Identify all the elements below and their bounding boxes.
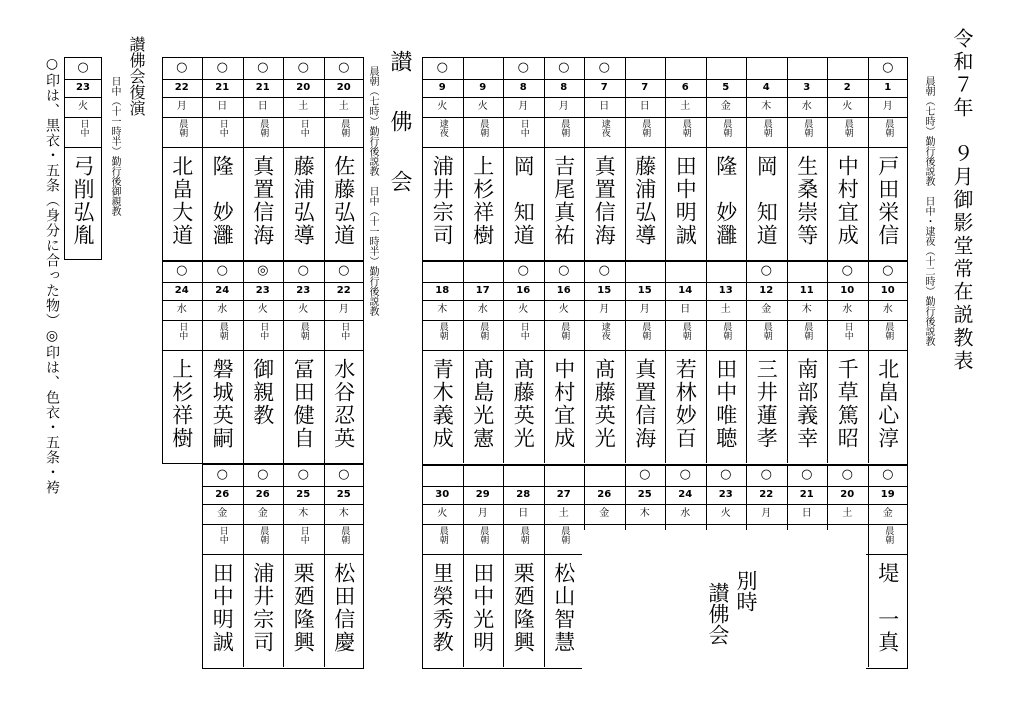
mark-symbol: ○ (760, 263, 772, 278)
day-number: 23 (76, 82, 90, 93)
session: 晨朝 (478, 322, 489, 340)
day-number: 25 (296, 489, 311, 500)
preacher-name: 三井蓮孝 (754, 358, 779, 450)
legend-note: ○印は、黒衣・五条（身分に合った物）◎印は、色衣・五条・袴 (44, 56, 60, 495)
session: 晨朝 (258, 526, 269, 544)
mark-symbol (665, 260, 706, 282)
day-number: 12 (759, 285, 774, 296)
session: 日中 (518, 322, 529, 340)
mark-symbol (625, 57, 666, 79)
session: 晨朝 (258, 119, 269, 137)
day-number: 8 (560, 82, 568, 93)
weekday: 木 (298, 508, 309, 519)
weekday: 火 (518, 304, 529, 315)
day-number: 22 (759, 489, 774, 500)
session: 晨朝 (437, 322, 448, 340)
preacher-name: 北畠大道 (169, 155, 194, 247)
preacher-name: 上杉祥樹 (470, 155, 495, 247)
preacher-name: 北畠心淳 (875, 358, 900, 450)
day-number: 30 (435, 489, 450, 500)
day-number: 7 (641, 82, 649, 93)
mark-symbol: ○ (558, 263, 570, 278)
day-number: 3 (803, 82, 811, 93)
preacher-name: 戸田栄信 (875, 155, 900, 247)
mark-symbol: ○ (558, 60, 570, 75)
session: 日中 (217, 526, 228, 544)
row-separator (422, 260, 908, 262)
session: 晨朝 (680, 119, 691, 137)
day-number: 26 (255, 489, 270, 500)
weekday: 日 (599, 101, 610, 112)
session: 日中 (298, 526, 309, 544)
mark-symbol (463, 464, 504, 486)
weekday: 金 (599, 508, 610, 519)
preacher-name: 松田信慶 (331, 562, 356, 654)
weekday: 日 (518, 508, 529, 519)
weekday: 月 (761, 508, 772, 519)
sanbutsu-label: 讃 佛 会 (387, 50, 412, 200)
preacher-name: 隆 妙灉 (210, 155, 235, 247)
weekday: 土 (338, 101, 349, 112)
day-number: 11 (799, 285, 814, 296)
weekday: 月 (176, 101, 187, 112)
page-subtitle: 晨朝（七時）勤行後説教 日中・逮夜（十二時）勤行後説教 (923, 76, 934, 346)
mark-symbol (706, 260, 747, 282)
weekday: 土 (298, 101, 309, 112)
day-number: 23 (255, 285, 270, 296)
day-number: 26 (597, 489, 612, 500)
mark-symbol (503, 464, 544, 486)
weekday: 金 (257, 508, 268, 519)
weekday: 月 (639, 304, 650, 315)
session: 日中 (339, 322, 350, 340)
preacher-name: 里榮秀教 (430, 562, 455, 654)
weekday: 木 (437, 304, 448, 315)
weekday: 日 (217, 101, 228, 112)
session: 晨朝 (478, 119, 489, 137)
day-number: 16 (556, 285, 571, 296)
mark-symbol: ○ (176, 263, 188, 278)
session: 日中 (518, 119, 529, 137)
day-number: 18 (435, 285, 450, 296)
day-number: 27 (556, 489, 571, 500)
preacher-name: 真置信海 (592, 155, 617, 247)
session: 晨朝 (177, 119, 188, 137)
session: 日中 (217, 119, 228, 137)
preacher-name: 田中明誠 (673, 155, 698, 247)
preacher-name: 栗廼隆興 (291, 562, 316, 654)
session: 日中 (78, 119, 89, 137)
weekday: 土 (680, 101, 691, 112)
day-number: 10 (880, 285, 895, 296)
preacher-name: 若林妙百 (673, 358, 698, 450)
weekday: 水 (680, 508, 691, 519)
mark-symbol (787, 57, 828, 79)
day-number: 20 (336, 82, 351, 93)
mark-symbol (665, 57, 706, 79)
day-number: 13 (718, 285, 733, 296)
weekday: 月 (477, 508, 488, 519)
preacher-name: 生桑崇等 (794, 155, 819, 247)
preacher-name: 御親教 (250, 358, 275, 427)
weekday: 木 (761, 101, 772, 112)
weekday: 水 (477, 304, 488, 315)
mark-symbol (463, 57, 504, 79)
day-number: 17 (475, 285, 490, 296)
preacher-name: 堤 一真 (875, 562, 900, 654)
day-number: 4 (762, 82, 770, 93)
preacher-name: 真置信海 (250, 155, 275, 247)
weekday: 金 (217, 508, 228, 519)
session: 晨朝 (721, 322, 732, 340)
mark-symbol (544, 464, 585, 486)
session: 晨朝 (437, 526, 448, 544)
weekday: 火 (558, 304, 569, 315)
mark-symbol (625, 260, 666, 282)
row-separator (422, 464, 908, 466)
mark-symbol (422, 464, 463, 486)
weekday: 日 (639, 101, 650, 112)
session: 逮夜 (599, 322, 610, 340)
session: 晨朝 (883, 322, 894, 340)
day-number: 24 (215, 285, 230, 296)
mark-symbol (422, 260, 463, 282)
mark-symbol: ○ (598, 60, 610, 75)
weekday: 日 (257, 101, 268, 112)
session: 晨朝 (680, 322, 691, 340)
day-number: 20 (840, 489, 855, 500)
session: 晨朝 (518, 526, 529, 544)
mark-symbol: ○ (176, 60, 188, 75)
session: 晨朝 (883, 526, 894, 544)
day-number: 15 (597, 285, 612, 296)
mark-symbol (746, 57, 787, 79)
preacher-name: 水谷忍英 (331, 358, 356, 450)
preacher-name: 田中明誠 (210, 562, 235, 654)
mark-symbol (706, 57, 747, 79)
weekday: 火 (78, 101, 88, 112)
mark-symbol: ○ (882, 60, 894, 75)
day-number: 15 (637, 285, 652, 296)
fukuen-subtitle: 日中（十一時半）勤行後御親教 (109, 76, 120, 216)
day-number: 22 (336, 285, 351, 296)
session: 晨朝 (339, 119, 350, 137)
weekday: 火 (298, 304, 309, 315)
preacher-name: 千草篤昭 (835, 358, 860, 450)
mark-symbol (584, 464, 625, 486)
preacher-name: 田中唯聴 (713, 358, 738, 450)
day-number: 19 (880, 489, 895, 500)
mark-symbol: ◎ (257, 263, 269, 278)
preacher-name: 髙藤英光 (592, 358, 617, 450)
session: 晨朝 (802, 119, 813, 137)
day-number: 25 (637, 489, 652, 500)
weekday: 木 (639, 508, 650, 519)
preacher-name: 藤浦弘導 (291, 155, 316, 247)
mark-symbol: ○ (760, 467, 772, 482)
mark-symbol (463, 260, 504, 282)
session: 晨朝 (559, 119, 570, 137)
mark-symbol: ○ (338, 467, 350, 482)
preacher-name: 田中光明 (470, 562, 495, 654)
sanbutsu-frame-bottom (202, 464, 364, 669)
weekday: 土 (842, 508, 853, 519)
mark-symbol: ○ (679, 467, 691, 482)
weekday: 水 (801, 101, 812, 112)
preacher-name: 上杉祥樹 (169, 358, 194, 450)
fukuen-label: 讃佛会復演 (127, 36, 146, 116)
weekday: 月 (518, 101, 529, 112)
weekday: 水 (882, 304, 893, 315)
mark-symbol (827, 57, 868, 79)
mark-symbol: ○ (338, 60, 350, 75)
weekday: 木 (338, 508, 349, 519)
mark-symbol: ○ (517, 263, 529, 278)
weekday: 月 (882, 101, 893, 112)
preacher-name: 中村宜成 (835, 155, 860, 247)
session: 晨朝 (842, 119, 853, 137)
session: 晨朝 (761, 119, 772, 137)
day-number: 7 (600, 82, 608, 93)
day-number: 16 (516, 285, 531, 296)
preacher-name: 佐藤弘道 (331, 155, 356, 247)
mark-symbol: ○ (639, 467, 651, 482)
session: 晨朝 (883, 119, 894, 137)
session: 日中 (842, 322, 853, 340)
preacher-name: 隆 妙灉 (713, 155, 738, 247)
day-number: 25 (336, 489, 351, 500)
weekday: 土 (720, 304, 731, 315)
day-number: 24 (174, 285, 189, 296)
special-block (582, 530, 866, 669)
day-number: 21 (255, 82, 270, 93)
weekday: 日 (801, 508, 812, 519)
mark-symbol: ○ (297, 60, 309, 75)
session: 日中 (177, 322, 188, 340)
session: 逮夜 (599, 119, 610, 137)
session: 晨朝 (802, 322, 813, 340)
weekday: 火 (437, 508, 448, 519)
session: 晨朝 (478, 526, 489, 544)
preacher-name: 岡 知道 (754, 155, 779, 247)
weekday: 火 (257, 304, 268, 315)
weekday: 金 (882, 508, 893, 519)
preacher-name: 浦井宗司 (250, 562, 275, 654)
mark-symbol: ○ (257, 467, 269, 482)
mark-symbol: ○ (720, 467, 732, 482)
day-number: 14 (678, 285, 693, 296)
weekday: 木 (801, 304, 812, 315)
preacher-name: 真置信海 (632, 358, 657, 450)
session: 晨朝 (721, 119, 732, 137)
day-number: 29 (475, 489, 490, 500)
sanbutsu-subtitle: 晨朝（七時）勤行後説教 日中（十一時半）勤行後説教 (367, 66, 378, 316)
session: 晨朝 (559, 322, 570, 340)
weekday: 金 (761, 304, 772, 315)
weekday: 火 (842, 101, 853, 112)
special-block-line2: 讃佛会 (706, 582, 730, 645)
session: 晨朝 (559, 526, 570, 544)
day-number: 23 (296, 285, 311, 296)
weekday: 月 (558, 101, 569, 112)
fukuen-frame (64, 57, 102, 260)
mark-symbol: ○ (216, 60, 228, 75)
weekday: 火 (477, 101, 488, 112)
mark-symbol: ○ (598, 263, 610, 278)
weekday: 月 (599, 304, 610, 315)
preacher-name: 髙藤英光 (511, 358, 536, 450)
mark-symbol: ○ (517, 60, 529, 75)
mark-symbol: ○ (841, 263, 853, 278)
day-number: 1 (884, 82, 892, 93)
preacher-name: 松山智慧 (551, 562, 576, 654)
day-number: 10 (840, 285, 855, 296)
mark-symbol: ○ (77, 60, 89, 75)
day-number: 20 (296, 82, 311, 93)
mark-symbol: ○ (436, 60, 448, 75)
day-number: 2 (843, 82, 851, 93)
preacher-name: 磐城英嗣 (210, 358, 235, 450)
mark-symbol: ○ (216, 263, 228, 278)
session: 晨朝 (298, 322, 309, 340)
day-number: 24 (678, 489, 693, 500)
day-number: 21 (215, 82, 230, 93)
preacher-name: 吉尾真祐 (551, 155, 576, 247)
day-number: 26 (215, 489, 230, 500)
mark-symbol: ○ (841, 467, 853, 482)
day-number: 9 (479, 82, 487, 93)
weekday: 水 (176, 304, 187, 315)
mark-symbol: ○ (882, 263, 894, 278)
session: 晨朝 (217, 322, 228, 340)
mark-symbol: ○ (801, 467, 813, 482)
preacher-name: 栗廼隆興 (511, 562, 536, 654)
weekday: 火 (720, 508, 731, 519)
preacher-name: 髙島光憲 (470, 358, 495, 450)
preacher-name: 岡 知道 (511, 155, 536, 247)
session: 晨朝 (761, 322, 772, 340)
mark-symbol: ○ (338, 263, 350, 278)
mark-symbol: ○ (216, 467, 228, 482)
weekday: 水 (217, 304, 228, 315)
weekday: 金 (720, 101, 731, 112)
special-block-line1: 別時 (734, 570, 758, 612)
mark-symbol: ○ (882, 467, 894, 482)
day-number: 28 (516, 489, 531, 500)
weekday: 日 (680, 304, 691, 315)
day-number: 9 (438, 82, 446, 93)
mark-symbol: ○ (297, 263, 309, 278)
session: 逮夜 (437, 119, 448, 137)
session: 晨朝 (640, 119, 651, 137)
session: 晨朝 (339, 526, 350, 544)
weekday: 火 (437, 101, 448, 112)
mark-symbol (787, 260, 828, 282)
session: 日中 (258, 322, 269, 340)
session: 晨朝 (640, 322, 651, 340)
day-number: 6 (681, 82, 689, 93)
weekday: 月 (338, 304, 349, 315)
day-number: 8 (519, 82, 527, 93)
preacher-name: 青木義成 (430, 358, 455, 450)
day-number: 23 (718, 489, 733, 500)
mark-symbol: ○ (297, 467, 309, 482)
mark-symbol: ○ (257, 60, 269, 75)
preacher-name: 弓削弘胤 (71, 155, 95, 247)
preacher-name: 浦井宗司 (430, 155, 455, 247)
preacher-name: 中村宜成 (551, 358, 576, 450)
preacher-name: 南部義幸 (794, 358, 819, 450)
day-number: 5 (722, 82, 730, 93)
weekday: 土 (558, 508, 569, 519)
session: 日中 (298, 119, 309, 137)
preacher-name: 藤浦弘導 (632, 155, 657, 247)
row-separator (162, 260, 365, 262)
day-number: 22 (174, 82, 189, 93)
day-number: 21 (799, 489, 814, 500)
preacher-name: 冨田健自 (291, 358, 316, 450)
weekday: 水 (842, 304, 853, 315)
page-title: 令和７年 ９月御影堂常在説教表 (950, 28, 974, 373)
